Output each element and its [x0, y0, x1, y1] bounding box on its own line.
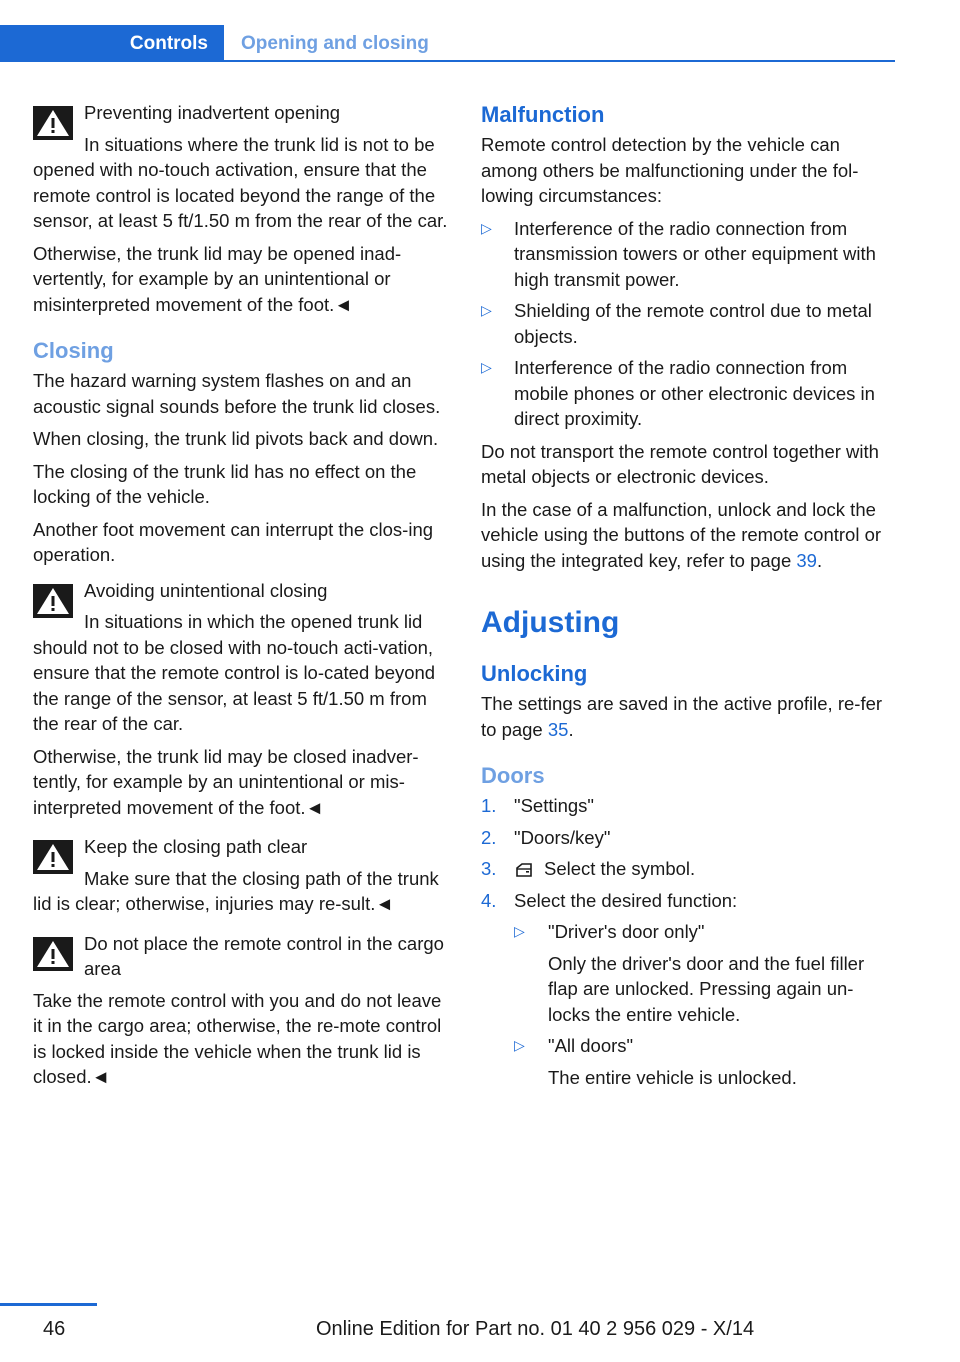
warning-block	[33, 931, 449, 1090]
chapter-heading-adjusting: Adjusting	[481, 606, 620, 639]
section-heading-unlocking: Unlocking	[481, 661, 588, 686]
step-item: 2. "Doors/key"	[481, 826, 611, 848]
triangle-bullet-icon: ▷	[481, 359, 492, 375]
warning-triangle-icon	[33, 584, 73, 618]
page-number: 46	[43, 1318, 66, 1340]
paragraph: The closing of the trunk lid has no effect on the locking of the vehicle.	[33, 460, 417, 507]
warning-block	[33, 578, 449, 737]
warning-title: Preventing inadvertent opening	[84, 102, 341, 123]
paragraph: Remote control detection by the vehicle can among others be malfunctioning under the fol‐lowing circumstances:	[481, 134, 859, 206]
paragraph: In the case of a malfunction, unlock and lock the vehicle using the buttons of the remote control or using the integrated key, refer to page 39.	[481, 498, 882, 571]
warning-body: Make sure that the closing path of the trunk lid is clear; otherwise, injuries may re‐sult.◄	[33, 867, 439, 914]
paragraph: Do not transport the remote control together with metal objects or electronic devices.	[481, 440, 879, 487]
warning-title: Avoiding unintentional closing	[84, 579, 328, 601]
list-item: ▷ Interference of the radio connection from transmission towers or other equipment with high transmit power.	[481, 217, 876, 290]
page-link[interactable]: 39	[796, 549, 817, 571]
paragraph: The settings are saved in the active profile, re‐fer to page 35.	[481, 693, 883, 740]
malfunction-list	[481, 216, 893, 432]
triangle-bullet-icon: ▷	[514, 923, 525, 939]
section-heading-doors: Doors	[481, 763, 545, 788]
doors-steps	[481, 793, 893, 1090]
warning-block	[33, 834, 449, 917]
warning-title: Do not place the remote control in the cargo area	[84, 932, 444, 979]
paragraph: Otherwise, the trunk lid may be closed inadver‐tently, for example by an unintentional or mis‐interpreted movement of the foot.◄	[33, 745, 419, 818]
header-rule	[0, 60, 895, 62]
page-link[interactable]: 35	[547, 718, 569, 740]
triangle-bullet-icon: ▷	[481, 219, 492, 236]
warning-title: Keep the closing path clear	[84, 836, 308, 857]
list-item: ▷ "Driver's door only" Only the driver's door and the fuel filler flap are unlocked. Pressing again un‐locks the entire vehicle.	[514, 921, 865, 1025]
paragraph: The hazard warning system flashes on and an acoustic signal sounds before the trunk lid closes.	[33, 370, 441, 417]
warning-triangle-icon	[33, 840, 73, 874]
list-item: ▷ "All doors" The entire vehicle is unlocked.	[514, 1035, 797, 1088]
warning-triangle-icon	[33, 106, 73, 140]
step-item: 4. Select the desired function: ▷ "Driver's door only" Only the driver's door and the fuel filler flap are unlocked. Pressing again un‐locks the entire vehicle. ▷ "All doors" The entire vehicle is unlocked.	[481, 888, 893, 1091]
left-column	[33, 100, 449, 1097]
edition-note: Online Edition for Part no. 01 40 2 956 029 - X/14	[316, 1318, 755, 1340]
warning-block	[33, 100, 449, 234]
car-door-icon	[514, 861, 536, 879]
paragraph: Otherwise, the trunk lid may be opened inad‐vertently, for example by an unintentional or misinterpreted movement of the foot.◄	[33, 242, 402, 315]
warning-triangle-icon	[33, 937, 73, 971]
triangle-bullet-icon: ▷	[514, 1037, 525, 1053]
tab-opening-and-closing[interactable]: Opening and closing	[241, 33, 429, 54]
triangle-bullet-icon: ▷	[481, 302, 492, 318]
step-item: 3. Select the symbol.	[481, 858, 696, 879]
options-list	[514, 919, 893, 1090]
section-heading-malfunction: Malfunction	[481, 102, 605, 127]
list-item: ▷ Interference of the radio connection from mobile phones or other electronic devices in direct proximity.	[481, 357, 875, 429]
right-column	[481, 100, 893, 1097]
warning-body: In situations where the trunk lid is not to be opened with no-touch activation, ensure that the remote control is located beyond the range of the sensor, at least 5 ft/1.50 m from the rear of the car.	[33, 133, 448, 231]
step-item: 1. "Settings"	[481, 795, 594, 816]
tab-controls[interactable]: Controls	[0, 25, 224, 62]
warning-body: In situations in which the opened trunk lid should not to be closed with no-touch acti‐vation, ensure that the remote control is lo‐cated beyond the range of the sensor, at least 5 ft/1.50 m from the rear of the car.	[33, 611, 436, 734]
section-heading-closing: Closing	[33, 338, 114, 363]
list-item: ▷ Shielding of the remote control due to metal objects.	[481, 300, 872, 347]
paragraph: Another foot movement can interrupt the clos‐ing operation.	[33, 518, 434, 565]
paragraph: When closing, the trunk lid pivots back and down.	[33, 428, 439, 449]
warning-body: Take the remote control with you and do not leave it in the cargo area; otherwise, the re‐mote control is locked inside the vehicle when the trunk lid is closed.◄	[33, 989, 442, 1087]
header-tabbar	[0, 25, 895, 62]
footer-rule	[0, 1303, 97, 1306]
